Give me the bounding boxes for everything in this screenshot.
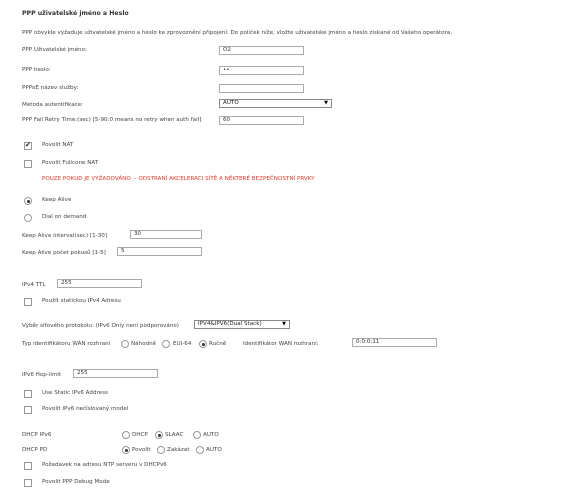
ppp-debug-checkbox[interactable] — [24, 479, 32, 487]
auth-method-select[interactable] — [219, 99, 332, 108]
static-ipv4-checkbox[interactable] — [24, 298, 32, 306]
dhcp-pd-disable-radio[interactable] — [157, 446, 165, 454]
protocol-select[interactable] — [194, 320, 290, 329]
ipv4-ttl-input[interactable]: 255 — [57, 279, 142, 288]
dhcp-ipv6-auto-label: AUTO — [203, 432, 219, 438]
dial-on-demand-label: Dial on demand — [42, 214, 87, 220]
service-name-input[interactable] — [219, 84, 304, 93]
dhcp-pd-enable-radio[interactable] — [122, 446, 130, 454]
static-ipv6-checkbox[interactable] — [24, 390, 32, 398]
wan-id-eui64-radio[interactable] — [162, 340, 170, 348]
auth-method-label: Metoda autentifikace: — [22, 102, 84, 108]
wan-id-random-radio[interactable] — [121, 340, 129, 348]
ipv6-hop-limit-label: IPv6 Hop-limit — [22, 372, 62, 378]
section-description: PPP obvykle vyžaduje uživatelské jméno a heslo ke zprovoznění připojení. Do políček níže, vložte uživatelské jméno a heslo získané od Vašeho operátora. — [22, 30, 453, 36]
ipv6-hop-limit-input[interactable]: 255 — [73, 369, 158, 378]
fullcone-nat-label: Povolit Fullcone NAT — [42, 160, 99, 166]
enable-nat-label: Povolit NAT — [42, 142, 74, 148]
ipv4-ttl-label: IPv4 TTL — [22, 282, 46, 288]
wan-id-value-input[interactable]: 0:0:0:11 — [352, 338, 437, 347]
ntp-request-label: Požadavek na adresu NTP serveru v DHCPv6 — [42, 462, 167, 468]
wan-id-eui64-label: EUI-64 — [173, 341, 192, 347]
dhcp-pd-disable-label: Zakázat — [167, 447, 190, 453]
section-title: PPP uživatelské jméno a Heslo — [22, 10, 129, 17]
protocol-label: Výběr síťového protokolu: (IPv6 Only není podporováno) — [22, 323, 179, 329]
dhcp-ipv6-label: DHCP IPv6 — [22, 432, 52, 438]
dhcp-ipv6-dhcp-radio[interactable] — [122, 431, 130, 439]
password-input[interactable]: •• — [219, 66, 304, 75]
dhcp-ipv6-slaac-label: SLAAC — [165, 432, 184, 438]
wan-id-value-label: Identifikátor WAN rozhraní: — [243, 341, 319, 347]
fullcone-nat-checkbox[interactable] — [24, 160, 32, 168]
dhcp-ipv6-slaac-radio[interactable] — [155, 431, 163, 439]
password-label: PPP heslo: — [22, 67, 51, 73]
keep-alive-label: Keep Alive — [42, 197, 72, 203]
dropdown-arrow-icon: ▼ — [324, 100, 328, 106]
keep-alive-attempts-label: Keep Alive počet pokusů [1-5] — [22, 250, 106, 256]
ipv6-unnumbered-checkbox[interactable] — [24, 406, 32, 414]
protocol-value: IPV4&IPV6(Dual Stack) — [198, 321, 262, 327]
dhcp-pd-auto-label: AUTO — [206, 447, 222, 453]
ppp-debug-label: Povolit PPP Debug Mode — [42, 479, 110, 485]
keep-alive-radio[interactable] — [24, 197, 32, 205]
retry-time-label: PPP Fail Retry Time:(sec) [5-90:0 means no retry when auth fail] — [22, 117, 202, 123]
wan-id-random-label: Náhodně — [131, 341, 157, 347]
keep-alive-attempts-input[interactable]: 5 — [117, 247, 202, 256]
dhcp-pd-label: DHCP PD — [22, 447, 48, 453]
retry-time-input[interactable]: 60 — [219, 116, 304, 125]
dhcp-ipv6-auto-radio[interactable] — [193, 431, 201, 439]
service-name-label: PPPoE název služby: — [22, 85, 79, 91]
static-ipv4-label: Použít statickou IPv4 Adresu — [42, 298, 121, 304]
ntp-request-checkbox[interactable] — [24, 462, 32, 470]
wan-id-manual-label: Ručně — [209, 341, 227, 347]
warning-text: POUZE POKUD JE VYŽADOVÁNO -- ODSTRANÍ AKCELERACI SÍTĚ A NĚKTERÉ BEZPEČNOSTNÍ PRVKY — [42, 176, 315, 182]
dropdown-arrow-icon: ▼ — [282, 321, 286, 327]
wan-id-manual-radio[interactable] — [199, 340, 207, 348]
dial-on-demand-radio[interactable] — [24, 214, 32, 222]
username-input[interactable]: O2 — [219, 46, 304, 55]
dhcp-pd-enable-label: Povolit — [132, 447, 151, 453]
ipv6-unnumbered-label: Povolit IPv6 nečíslovaný model — [42, 406, 129, 412]
enable-nat-checkbox[interactable] — [24, 142, 32, 150]
username-label: PPP Uživatelské jméno: — [22, 47, 87, 53]
static-ipv6-label: Use Static IPv6 Address — [42, 390, 108, 396]
dhcp-pd-auto-radio[interactable] — [196, 446, 204, 454]
keep-alive-interval-label: Keep Alive interval(sec) [1-30] — [22, 233, 108, 239]
auth-method-value: AUTO — [223, 100, 239, 106]
wan-id-type-label: Typ identifikátoru WAN rozhraní — [22, 341, 111, 347]
keep-alive-interval-input[interactable]: 30 — [130, 230, 202, 239]
dhcp-ipv6-dhcp-label: DHCP — [132, 432, 148, 438]
